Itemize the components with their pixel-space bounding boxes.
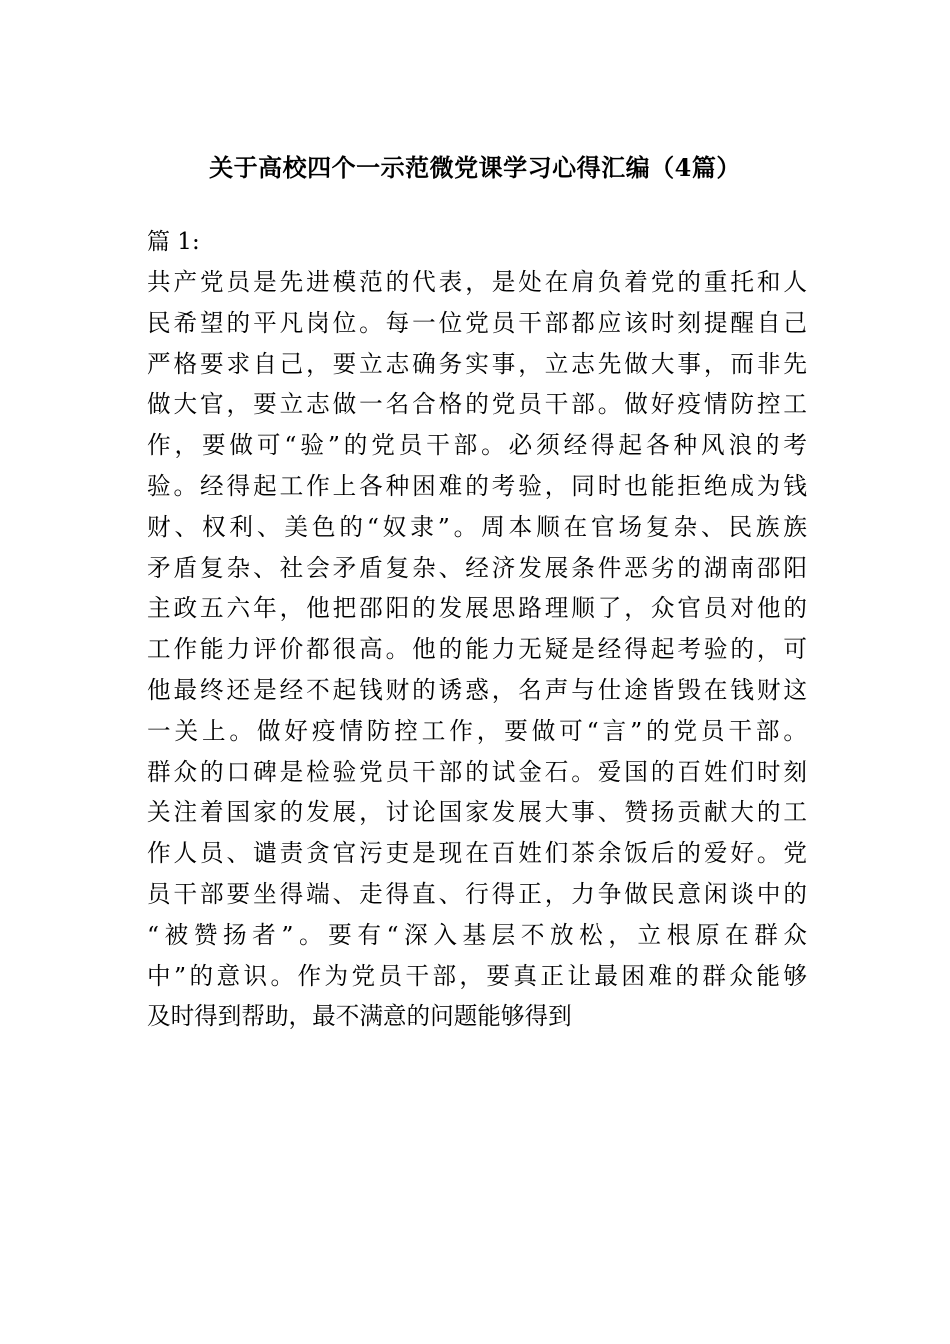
- text-line: 民希望的平凡岗位。每一位党员干部都应该时刻提醒自己: [147, 308, 807, 337]
- text-line: 工作能力评价都很高。他的能力无疑是经得起考验的，可: [147, 635, 807, 664]
- text-line: 矛盾复杂、社会矛盾复杂、经济发展条件恶劣的湖南邵阳: [147, 553, 807, 582]
- text-line: 关注着国家的发展，讨论国家发展大事、赞扬贡献大的工: [147, 798, 807, 827]
- text-line: 作人员、谴责贪官污吏是现在百姓们茶余饭后的爱好。党: [147, 839, 807, 868]
- text-line: 群众的口碑是检验党员干部的试金石。爱国的百姓们时刻: [147, 757, 807, 786]
- document-title: 关于高校四个一示范微党课学习心得汇编（4篇）: [209, 153, 741, 182]
- text-line: 及时得到帮助，最不满意的问题能够得到: [147, 1002, 572, 1031]
- text-line: 他最终还是经不起钱财的诱惑，名声与仕途皆毁在钱财这: [147, 675, 807, 704]
- text-line: 财、权利、美色的“奴隶”。周本顺在官场复杂、民族族: [147, 512, 807, 541]
- text-line: 共产党员是先进模范的代表，是处在肩负着党的重托和人: [147, 268, 807, 296]
- text-line: 一关上。做好疫情防控工作，要做可“言”的党员干部。: [147, 716, 807, 745]
- text-line: 员干部要坐得端、走得直、行得正，力争做民意闲谈中的: [147, 879, 807, 908]
- text-line: “被赞扬者”。要有“深入基层不放松，立根原在群众: [147, 920, 807, 949]
- text-line: 作，要做可“验”的党员干部。必须经得起各种风浪的考: [147, 431, 807, 460]
- text-line: 中”的意识。作为党员干部，要真正让最困难的群众能够: [147, 961, 807, 990]
- text-line: 验。经得起工作上各种困难的考验，同时也能拒绝成为钱: [147, 471, 807, 500]
- text-line: 主政五六年，他把邵阳的发展思路理顺了，众官员对他的: [147, 594, 807, 623]
- body-paragraph: [147, 262, 807, 1037]
- text-line: 做大官，要立志做一名合格的党员干部。做好疫情防控工: [147, 390, 807, 419]
- text-line: 严格要求自己，要立志确务实事，立志先做大事，而非先: [147, 349, 807, 378]
- section-label: 篇 1:: [147, 229, 200, 255]
